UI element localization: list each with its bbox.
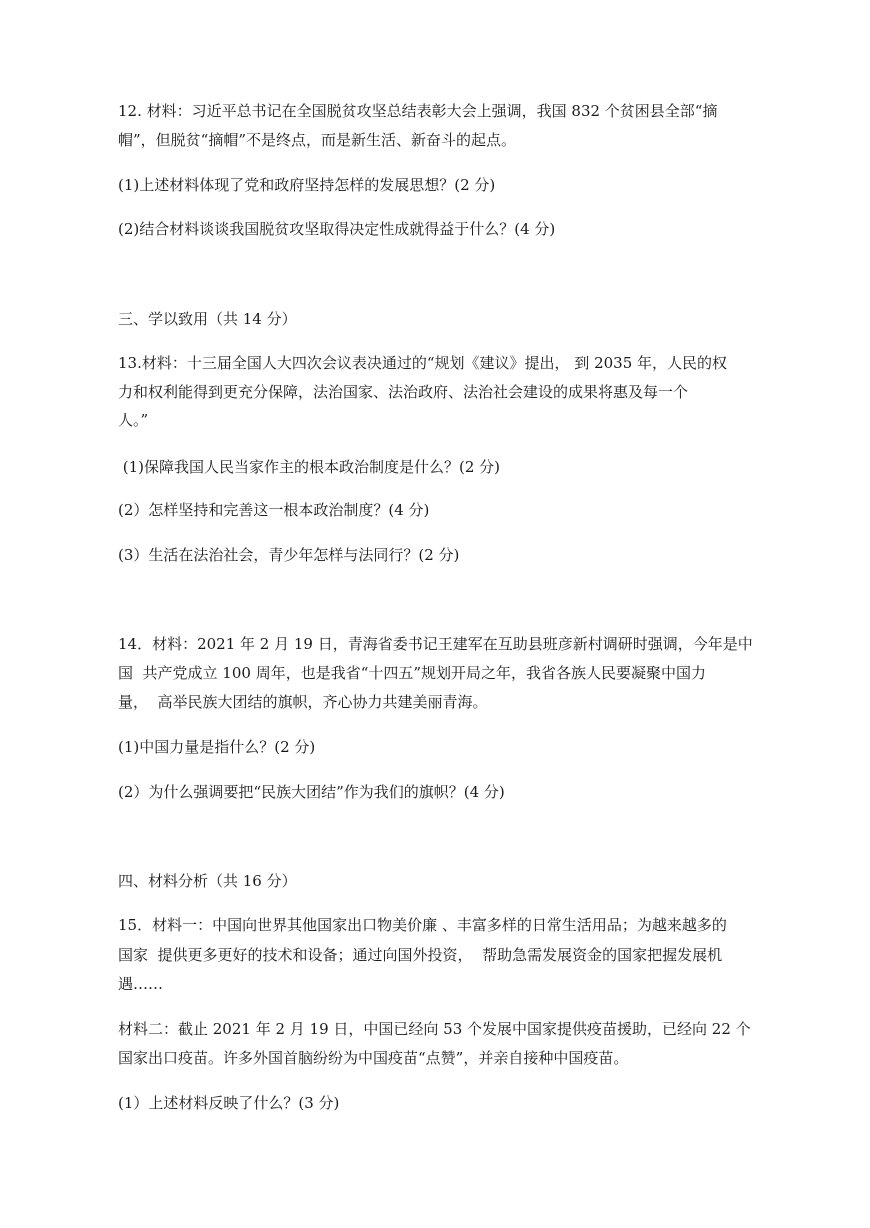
q13-material-line-3: 人。”	[118, 411, 149, 429]
q14-material-line-3: 量， 高举民族大团结的旗帜，齐心协力共建美丽青海。	[118, 693, 488, 711]
q15-material-2-line-2: 国家出口疫苗。许多外国首脑纷纷为中国疫苗“点赞”，并亲自接种中国疫苗。	[118, 1049, 629, 1067]
q13-material-line-2: 力和权利能得到更充分保障，法治国家、法治政府、法治社会建设的成果将惠及每一个	[118, 383, 689, 401]
q12-subquestion-1: (1)上述材料体现了党和政府坚持怎样的发展思想？(2 分)	[118, 176, 496, 194]
q15-subquestion-1: (1）上述材料反映了什么？(3 分)	[118, 1094, 340, 1112]
q15-material-2-line-1: 材料二：截止 2021 年 2 月 19 日，中国已经向 53 个发展中国家提供疫苗援助，已经向 22 个	[118, 1020, 751, 1038]
q15-material-1-line-2: 国家 提供更多更好的技术和设备；通过向国外投资， 帮助急需发展资金的国家把握发展机	[118, 946, 723, 964]
q13-subquestion-2: (2）怎样坚持和完善这一根本政治制度？(4 分)	[118, 501, 430, 519]
q15-material-1-line-1: 15．材料一：中国向世界其他国家出口物美价廉 、丰富多样的日常生活用品；为越来越多的	[118, 916, 727, 934]
q15-material-1-line-3: 遇……	[118, 975, 164, 993]
q13-subquestion-1: (1)保障我国人民当家作主的根本政治制度是什么？(2 分)	[118, 458, 501, 476]
section-4-heading: 四、材料分析（共 16 分）	[118, 872, 297, 890]
section-3-heading: 三、学以致用（共 14 分）	[118, 310, 297, 328]
q12-material-line-1: 12. 材料：习近平总书记在全国脱贫攻坚总结表彰大会上强调，我国 832 个贫困县全部“摘	[118, 102, 718, 120]
q13-subquestion-3: (3）生活在法治社会，青少年怎样与法同行？(2 分)	[118, 546, 460, 564]
q13-material-line-1: 13.材料：十三届全国人大四次会议表决通过的“规划《建议》提出， 到 2035 年，人民的权	[118, 354, 728, 372]
q14-material-line-2: 国 共产党成立 100 周年，也是我省“十四五”规划开局之年，我省各族人民要凝聚中国力	[118, 664, 707, 682]
q12-subquestion-2: (2)结合材料谈谈我国脱贫攻坚取得决定性成就得益于什么？(4 分)	[118, 220, 556, 238]
q14-subquestion-1: (1)中国力量是指什么？(2 分)	[118, 738, 316, 756]
q14-material-line-1: 14．材料：2021 年 2 月 19 日，青海省委书记王建军在互助县班彦新村调研时强调，今年是中	[118, 635, 753, 653]
q14-subquestion-2: (2）为什么强调要把“民族大团结”作为我们的旗帜？(4 分)	[118, 783, 505, 801]
q12-material-line-2: 帽”，但脱贫“摘帽”不是终点，而是新生活、新奋斗的起点。	[118, 131, 517, 149]
